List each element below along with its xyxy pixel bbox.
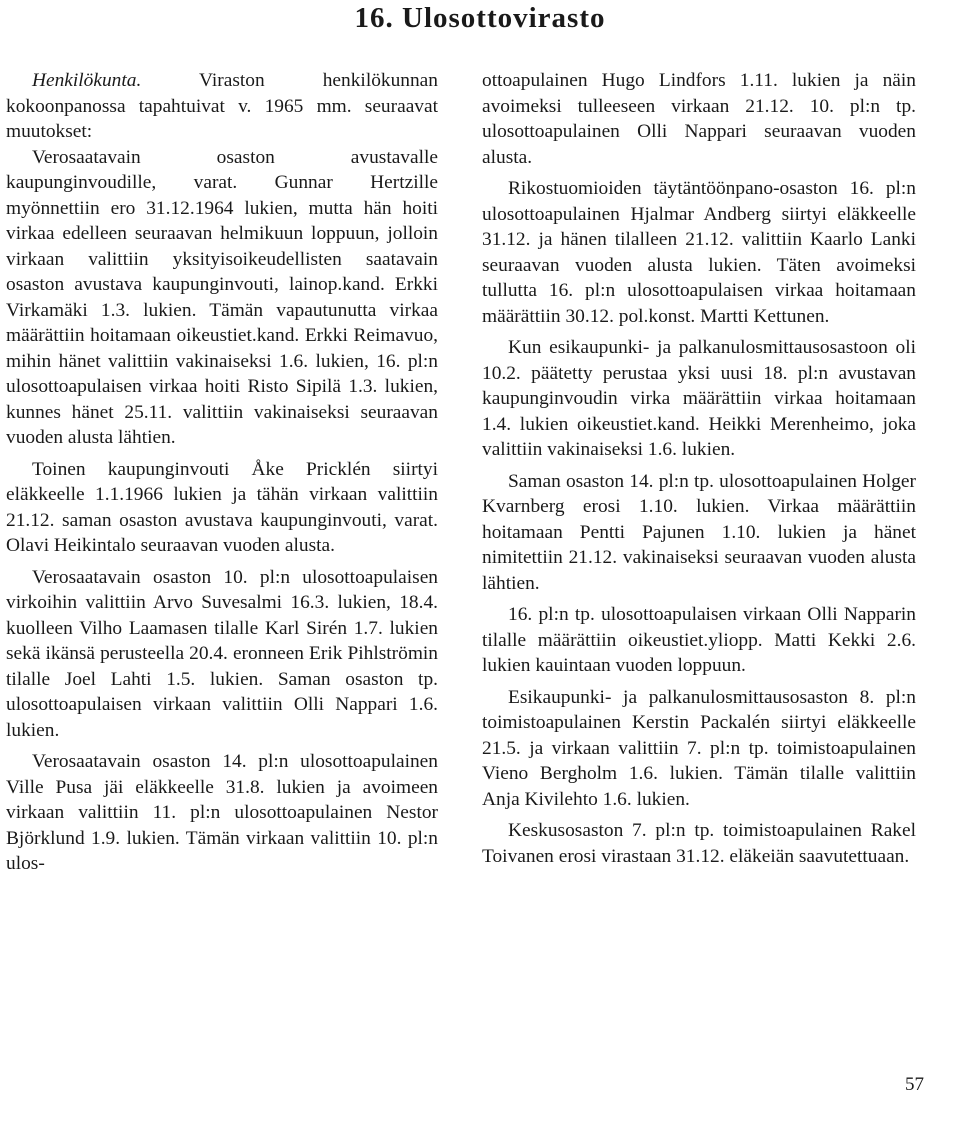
paragraph-andberg: Rikostuomioiden täytäntöönpano-osaston 16. pl:n ulosottoapulainen Hjalmar Andberg siirtyi eläkkeelle 31.12. ja hänen tilalleen 21.12. valittiin Kaarlo Lanki seuraavan vuoden alusta lukien. Täten avoimeksi tullutta 16. pl:n ulosottoapulaisen virkaa hoitamaan määrättiin 30.12. pol.konst. Martti Kettunen. [482,178,916,327]
paragraph-pusa: Verosaatavain osaston 14. pl:n ulosottoapulainen Ville Pusa jäi eläkkeelle 31.8. lukien ja avoimeen virkaan valittiin 11. pl:n ulosottoapulainen Nestor Björklund 1.9. lukien. Tämän virkaan valittiin 10. pl:n ulos- [6,751,438,874]
page-number: 57 [905,1074,924,1095]
left-column [6,68,438,877]
right-column [482,68,916,869]
page-title: 16. Ulosottovirasto [354,2,606,34]
paragraph-prickle: Toinen kaupunginvouti Åke Pricklén siirtyi eläkkeelle 1.1.1966 lukien ja tähän virkaan valittiin 21.12. saman osaston avustava kaupunginvouti, varat. Olavi Heikintalo seuraavan vuoden alusta. [6,458,438,556]
paragraph-suvesalmi: Verosaatavain osaston 10. pl:n ulosottoapulaisen virkoihin valittiin Arvo Suvesalmi 16.3. lukien, 18.4. kuolleen Vilho Laamasen tilalle Karl Sirén 1.7. lukien sekä ikänsä perusteella 20.4. eronneen Erik Pihlströmin tilalle Joel Lahti 1.5. lukien. Saman osaston tp. ulosottoapulaisen virkaan valittiin Olli Nappari 1.6. lukien. [6,566,438,741]
paragraph-toivanen: Keskusosaston 7. pl:n tp. toimistoapulainen Rakel Toivanen erosi virastaan 31.12. eläkeiän saavutettuaan. [482,820,916,867]
paragraph-hertz: Verosaatavain osaston avustavalle kaupunginvoudille, varat. Gunnar Hertzille myönnettiin ero 31.12.1964 lukien, mutta hän hoiti virkaa edelleen seuraavan helmikuun loppuun, jolloin virkaan valittiin yksityisoikeudellisten saatavain osaston avustava kaupunginvouti, lainop.kand. Erkki Virkamäki 1.3. lukien. Tämän vapautunutta virkaa määrättiin hoitamaan oikeustiet.kand. Erkki Reimavuo, mihin hänet valittiin vakinaiseksi 1.6. lukien, 16. pl:n ulosottoapulaisen virkaa hoiti Risto Sipilä 1.3. lukien, kunnes hänet 25.11. valittiin vakinaiseksi seuraavan vuoden alusta lähtien. [6,146,438,448]
paragraph-packalen: Esikaupunki- ja palkanulosmittausosaston 8. pl:n toimistoapulainen Kerstin Packalén siirtyi eläkkeelle 21.5. ja virkaan valittiin 7. pl:n tp. toimistoapulainen Vieno Bergholm 1.6. lukien. Tämän tilalle valittiin Anja Kivilehto 1.6. lukien. [482,686,916,810]
paragraph-kvarnberg: Saman osaston 14. pl:n tp. ulosottoapulainen Holger Kvarnberg erosi 1.10. lukien. Virkaa määrättiin hoitamaan Pentti Pajunen 1.10. lukien ja hänet nimitettiin 21.12. vakinaiseksi seuraavan vuoden alusta lähtien. [482,470,916,594]
paragraph-henkilokunta [6,68,438,145]
paragraph-lindfors: ottoapulainen Hugo Lindfors 1.11. lukien ja näin avoimeksi tulleeseen virkaan 21.12. 10. pl:n tp. ulosottoapulainen Olli Nappari seuraavan vuoden alusta. [482,70,916,168]
lead-term: Henkilökunta. [32,70,142,91]
paragraph-kekki: 16. pl:n tp. ulosottoapulaisen virkaan Olli Napparin tilalle määrättiin oikeustiet.yliopp. Matti Kekki 2.6. lukien kauintaan vuoden loppuun. [482,604,916,676]
paragraph-text: Viraston henkilökunnan kokoonpanossa tapahtuivat v. 1965 mm. seuraavat muutokset: [6,70,438,142]
paragraph-merenheimo: Kun esikaupunki- ja palkanulosmittausosastoon oli 10.2. päätetty perustaa yksi uusi 18. pl:n avustavan kaupunginvoudin virka määrättiin virkaa hoitamaan 1.4. lukien oikeustiet.kand. Heikki Merenheimo, joka valittiin vakinaiseksi 1.6. lukien. [482,337,916,460]
